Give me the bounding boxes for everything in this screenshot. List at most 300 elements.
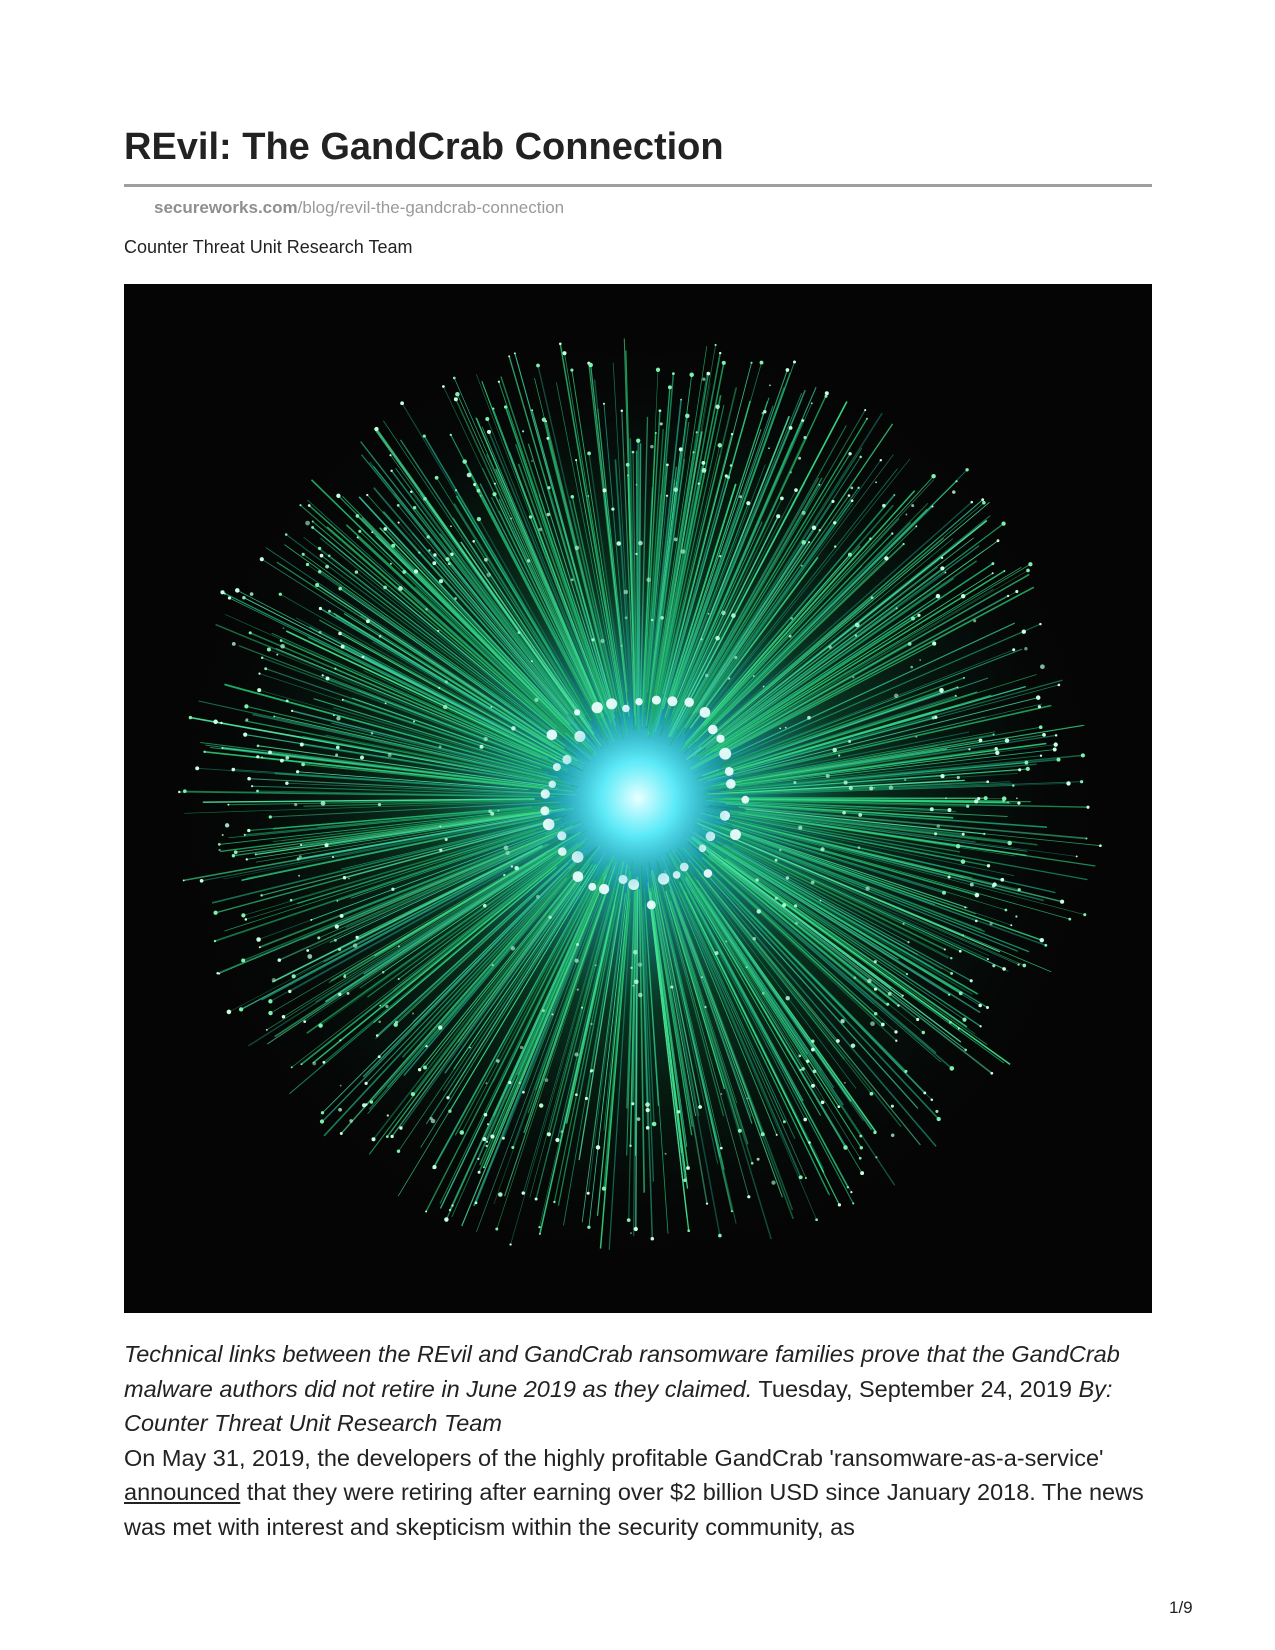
- fiber-sparkle: [272, 978, 276, 982]
- fiber-tip: [864, 409, 866, 411]
- fiber-tip: [390, 470, 392, 472]
- fiber-tip: [535, 1198, 538, 1201]
- fiber-tip: [418, 1068, 421, 1071]
- fiber-sparkle: [910, 666, 913, 669]
- fiber-tip: [336, 494, 340, 498]
- fiber-tip: [358, 530, 361, 533]
- fiber-tip: [477, 489, 481, 493]
- fiber-sparkle: [731, 613, 736, 618]
- fiber-sparkle: [536, 895, 540, 899]
- fiber-tip: [291, 1066, 293, 1068]
- fiber-tip: [1081, 753, 1085, 757]
- fiber-tip: [1002, 796, 1007, 801]
- fiber-tip: [397, 1149, 400, 1152]
- fiber-tip: [300, 844, 302, 846]
- fiber-tip: [631, 1102, 634, 1105]
- fiber-sparkle: [704, 1006, 706, 1008]
- fiber-tip: [873, 1131, 876, 1134]
- fiber-tip: [1053, 748, 1057, 752]
- fiber-tip: [522, 1091, 525, 1094]
- fiber-tip: [398, 522, 400, 524]
- fiber-sparkle: [439, 745, 442, 748]
- fiber-tip: [300, 1063, 302, 1065]
- fiber-sparkle: [811, 881, 815, 885]
- fiber-sparkle: [801, 565, 803, 567]
- fiber-sparkle: [730, 464, 733, 467]
- fiber-tip: [806, 1060, 809, 1063]
- fiber-sparkle: [891, 1105, 894, 1108]
- fiber-tip: [247, 777, 251, 781]
- fiber-sparkle: [725, 940, 727, 942]
- fiber-tip: [1039, 623, 1041, 625]
- fiber-tip: [838, 1105, 841, 1108]
- fiber-tip: [297, 857, 300, 860]
- fiber-sparkle: [595, 964, 597, 966]
- fiber-tip: [896, 607, 898, 609]
- fiber-tip: [1028, 562, 1032, 566]
- fiber-tip: [836, 1039, 840, 1043]
- fiber-tip: [312, 521, 314, 523]
- fiber-tip: [227, 804, 229, 806]
- fiber-tip: [931, 505, 933, 507]
- fiber-sparkle: [283, 627, 285, 629]
- fiber-tip: [805, 1177, 807, 1179]
- fiber-sparkle: [867, 979, 871, 983]
- fiber-tip: [965, 468, 968, 471]
- fiber-sparkle: [590, 1070, 593, 1073]
- fiber-tip: [825, 391, 829, 395]
- fiber-sparkle: [701, 976, 703, 978]
- fiber-tip: [344, 974, 346, 976]
- fiber-sparkle: [398, 945, 400, 947]
- fiber-sparkle: [338, 993, 341, 996]
- fiber-tip: [425, 1210, 427, 1212]
- summary-italic: Technical links between the REvil and GandCrab ransomware families prove that the GandCrab malware authors did not retire in June 2019 as they claimed.: [124, 1341, 1120, 1402]
- fiber-tip: [801, 540, 806, 545]
- fiber-tip: [288, 990, 291, 993]
- fiber-tip: [300, 743, 304, 747]
- fiber-tip: [987, 864, 990, 867]
- author-line: Counter Threat Unit Research Team: [124, 237, 413, 257]
- fiber-sparkle: [793, 781, 796, 784]
- fiber-tip: [983, 833, 985, 835]
- fiber-tip: [851, 499, 854, 502]
- fiber-sparkle: [702, 468, 707, 473]
- fiber-sparkle: [633, 950, 638, 955]
- fiber-sparkle: [755, 878, 758, 881]
- announced-link[interactable]: announced: [124, 1479, 241, 1505]
- fiber-sparkle: [790, 471, 792, 473]
- fiber-tip: [915, 525, 917, 527]
- fiber-tip: [241, 958, 245, 962]
- fiber-tip: [371, 1137, 375, 1141]
- fiber-tip: [413, 506, 416, 509]
- fiber-sparkle: [665, 1153, 667, 1155]
- fiber-tip: [585, 1097, 588, 1100]
- fiber-sparkle: [779, 728, 781, 730]
- fiber-tip: [1022, 630, 1026, 634]
- source-domain: secureworks.com: [154, 198, 298, 217]
- core-bead: [652, 696, 661, 705]
- fiber-tip: [282, 1015, 286, 1019]
- fiber-tip: [389, 454, 391, 456]
- fiber-sparkle: [911, 504, 914, 507]
- fiber-tip: [258, 672, 260, 674]
- fiber-tip: [992, 572, 994, 574]
- fiber-tip: [509, 1243, 511, 1245]
- fiber-tip: [218, 843, 221, 846]
- fiber-sparkle: [970, 883, 974, 887]
- fiber-tip: [738, 1129, 742, 1133]
- fiber-tip: [931, 474, 935, 478]
- fiber-tip: [259, 946, 261, 948]
- fiber-tip: [944, 948, 946, 950]
- fiber-tip: [906, 973, 908, 975]
- fiber-tip: [1012, 648, 1015, 651]
- fiber-sparkle: [484, 558, 488, 562]
- fiber-tip: [838, 1203, 841, 1206]
- fiber-sparkle: [336, 746, 340, 750]
- core-bead: [716, 735, 724, 743]
- fiber-tip: [1068, 918, 1071, 921]
- fiber-tip: [819, 484, 821, 486]
- fiber-optic-burst-image: [124, 284, 1152, 1313]
- fiber-tip: [334, 667, 336, 669]
- core-bead: [647, 900, 656, 909]
- fiber-tip: [718, 443, 723, 448]
- fiber-tip: [379, 635, 382, 638]
- fiber-tip: [514, 352, 516, 354]
- fiber-tip: [990, 1072, 993, 1075]
- fiber-tip: [311, 526, 314, 529]
- fiber-sparkle: [577, 988, 579, 990]
- fiber-tip: [843, 1145, 847, 1149]
- fiber-tip: [959, 991, 963, 995]
- fiber-sparkle: [387, 1114, 389, 1116]
- fiber-sparkle: [842, 811, 846, 815]
- fiber-sparkle: [534, 698, 538, 702]
- fiber-tip: [994, 747, 998, 751]
- fiber-sparkle: [575, 546, 580, 551]
- fiber-tip: [255, 853, 257, 855]
- fiber-tip: [789, 426, 793, 430]
- fiber-tip: [636, 439, 640, 443]
- fiber-tip: [799, 1069, 801, 1071]
- fiber-tip: [962, 833, 965, 836]
- fiber-sparkle: [786, 996, 790, 1000]
- fiber-tip: [266, 1029, 268, 1031]
- fiber-sparkle: [412, 1013, 414, 1015]
- fiber-strand: [723, 798, 979, 799]
- core-bead: [547, 730, 558, 741]
- core-bead: [730, 829, 741, 840]
- fiber-tip: [874, 988, 877, 991]
- fiber-tip: [383, 586, 387, 590]
- fiber-tip: [958, 1028, 960, 1030]
- fiber-tip: [279, 593, 282, 596]
- fiber-sparkle: [571, 578, 574, 581]
- fiber-sparkle: [445, 680, 448, 683]
- fiber-tip: [893, 494, 895, 496]
- fiber-tip: [940, 690, 943, 693]
- fiber-sparkle: [630, 1232, 632, 1234]
- fiber-sparkle: [511, 865, 513, 867]
- fiber-tip: [683, 1179, 687, 1183]
- fiber-sparkle: [753, 675, 755, 677]
- fiber-tip: [303, 1020, 306, 1023]
- source-path: /blog/revil-the-gandcrab-connection: [297, 198, 565, 217]
- fiber-tip: [799, 1175, 803, 1179]
- fiber-sparkle: [934, 832, 937, 835]
- fiber-tip: [870, 1092, 874, 1096]
- fiber-tip: [435, 476, 439, 480]
- fiber-tip: [324, 843, 328, 847]
- hero-image: [124, 284, 1152, 1313]
- fiber-tip: [808, 541, 810, 543]
- fiber-sparkle: [794, 904, 797, 907]
- fiber-sparkle: [763, 686, 765, 688]
- fiber-tip: [646, 1126, 650, 1130]
- fiber-tip: [306, 949, 309, 952]
- fiber-sparkle: [949, 1021, 952, 1024]
- fiber-sparkle: [870, 1021, 875, 1026]
- fiber-tip: [319, 607, 322, 610]
- fiber-tip: [621, 409, 624, 412]
- fiber-tip: [801, 419, 804, 422]
- fiber-tip: [727, 476, 730, 479]
- fiber-tip: [343, 876, 346, 879]
- fiber-tip: [1083, 913, 1086, 916]
- fiber-tip: [852, 1202, 854, 1204]
- fiber-sparkle: [325, 565, 329, 569]
- fiber-tip: [1005, 909, 1008, 912]
- fiber-tip: [400, 401, 404, 405]
- fiber-tip: [602, 488, 606, 492]
- fiber-tip: [895, 1040, 897, 1042]
- fiber-tip: [761, 1132, 765, 1136]
- fiber-sparkle: [762, 992, 765, 995]
- fiber-tip: [247, 829, 250, 832]
- fiber-tip: [747, 1195, 750, 1198]
- fiber-tip: [427, 535, 430, 538]
- fiber-tip: [656, 368, 660, 372]
- fiber-sparkle: [611, 508, 614, 511]
- fiber-tip: [783, 1120, 786, 1123]
- fiber-tip: [718, 1234, 722, 1238]
- fiber-tip: [356, 514, 360, 518]
- fiber-tip: [848, 553, 852, 557]
- fiber-tip: [374, 427, 378, 431]
- fiber-sparkle: [633, 985, 635, 987]
- fiber-tip: [379, 1005, 381, 1007]
- fiber-sparkle: [708, 613, 710, 615]
- fiber-tip: [750, 362, 752, 364]
- fiber-sparkle: [869, 786, 873, 790]
- fiber-sparkle: [348, 878, 350, 880]
- fiber-sparkle: [362, 1103, 366, 1107]
- fiber-tip: [932, 716, 935, 719]
- fiber-tip: [251, 785, 253, 787]
- fiber-sparkle: [378, 1020, 381, 1023]
- fiber-tip: [1058, 684, 1061, 687]
- fiber-tip: [746, 501, 750, 505]
- fiber-tip: [1080, 780, 1083, 783]
- intro-text-end: that they were retiring after earning over $2 billion USD since January 2018. The news was met with interest and skepticism within the security community, as: [124, 1479, 1144, 1540]
- fiber-sparkle: [721, 611, 725, 615]
- fiber-sparkle: [798, 457, 801, 460]
- fiber-tip: [1007, 802, 1009, 804]
- fiber-tip: [522, 1191, 525, 1194]
- fiber-tip: [290, 899, 293, 902]
- source-url[interactable]: [154, 198, 564, 218]
- fiber-sparkle: [245, 718, 248, 721]
- fiber-sparkle: [514, 866, 518, 870]
- fiber-sparkle: [638, 993, 642, 997]
- fiber-tip: [432, 561, 436, 565]
- core-bead: [700, 707, 711, 718]
- fiber-sparkle: [485, 1145, 487, 1147]
- fiber-sparkle: [957, 776, 960, 779]
- fiber-sparkle: [802, 511, 806, 515]
- fiber-sparkle: [681, 549, 686, 554]
- fiber-sparkle: [882, 504, 886, 508]
- fiber-sparkle: [1040, 664, 1045, 669]
- fiber-tip: [502, 1137, 505, 1140]
- fiber-tip: [318, 547, 321, 550]
- fiber-sparkle: [360, 756, 364, 760]
- fiber-sparkle: [721, 1093, 723, 1095]
- fiber-tip: [848, 452, 851, 455]
- fiber-tip: [979, 739, 983, 743]
- fiber-tip: [821, 1100, 825, 1104]
- fiber-tip: [881, 1023, 885, 1027]
- fiber-sparkle: [312, 1062, 316, 1066]
- fiber-tip: [326, 677, 330, 681]
- fiber-tip: [1017, 963, 1019, 965]
- fiber-sparkle: [542, 1009, 545, 1012]
- fiber-tip: [398, 978, 400, 980]
- fiber-tip: [318, 1023, 322, 1027]
- fiber-sparkle: [840, 1019, 844, 1023]
- fiber-tip: [1055, 734, 1057, 736]
- fiber-tip: [203, 751, 205, 753]
- fiber-sparkle: [488, 809, 492, 813]
- fiber-sparkle: [531, 460, 533, 462]
- fiber-tip: [627, 474, 629, 476]
- fiber-tip: [993, 734, 995, 736]
- fiber-sparkle: [937, 824, 941, 828]
- fiber-sparkle: [469, 1047, 471, 1049]
- fiber-tip: [397, 504, 400, 507]
- fiber-tip: [244, 834, 246, 836]
- fiber-tip: [301, 763, 305, 767]
- fiber-tip: [903, 543, 905, 545]
- fiber-tip: [498, 381, 500, 383]
- fiber-tip: [245, 918, 248, 921]
- fiber-sparkle: [891, 1133, 895, 1137]
- fiber-sparkle: [391, 888, 394, 891]
- fiber-tip: [1001, 521, 1005, 525]
- fiber-sparkle: [855, 623, 860, 628]
- fiber-tip: [183, 879, 185, 881]
- fiber-sparkle: [849, 786, 853, 790]
- fiber-tip: [553, 1201, 555, 1203]
- fiber-sparkle: [854, 976, 857, 979]
- fiber-tip: [370, 1100, 373, 1103]
- fiber-tip: [462, 459, 466, 463]
- fiber-tip: [916, 1018, 919, 1021]
- fiber-tip: [720, 1147, 723, 1150]
- fiber-tip: [850, 1191, 852, 1193]
- fiber-tip: [587, 1192, 590, 1195]
- fiber-sparkle: [480, 745, 484, 749]
- fiber-tip: [1024, 761, 1028, 765]
- fiber-tip: [335, 925, 339, 929]
- fiber-tip: [454, 397, 458, 401]
- fiber-tip: [891, 532, 893, 534]
- fiber-tip: [338, 632, 342, 636]
- fiber-tip: [341, 645, 345, 649]
- fiber-tip: [942, 891, 946, 895]
- fiber-sparkle: [486, 1082, 488, 1084]
- fiber-tip: [811, 1084, 815, 1088]
- fiber-tip: [423, 1066, 427, 1070]
- fiber-tip: [486, 1141, 488, 1143]
- fiber-tip: [986, 780, 989, 783]
- fiber-sparkle: [333, 714, 335, 716]
- fiber-tip: [317, 936, 320, 939]
- fiber-tip: [871, 596, 874, 599]
- fiber-tip: [987, 958, 989, 960]
- fiber-tip: [1039, 725, 1043, 729]
- fiber-sparkle: [498, 810, 500, 812]
- fiber-tip: [442, 385, 445, 388]
- fiber-tip: [848, 494, 851, 497]
- fiber-tip: [539, 1233, 541, 1235]
- fiber-sparkle: [674, 537, 678, 541]
- fiber-sparkle: [385, 702, 387, 704]
- fiber-sparkle: [813, 1069, 817, 1073]
- fiber-tip: [218, 973, 220, 975]
- fiber-tip: [492, 492, 496, 496]
- page-number: 1/9: [1169, 1598, 1193, 1617]
- fiber-tip: [811, 402, 813, 404]
- fiber-tip: [632, 451, 635, 454]
- fiber-tip: [280, 759, 284, 763]
- fiber-sparkle: [753, 937, 756, 940]
- fiber-tip: [904, 1070, 907, 1073]
- fiber-tip: [948, 994, 950, 996]
- fiber-sparkle: [307, 954, 312, 959]
- fiber-sparkle: [858, 846, 861, 849]
- fiber-tip: [508, 1081, 511, 1084]
- fiber-sparkle: [768, 447, 770, 449]
- fiber-tip: [908, 642, 912, 646]
- fiber-tip: [722, 361, 726, 365]
- fiber-tip: [221, 747, 223, 749]
- fiber-sparkle: [746, 966, 748, 968]
- fiber-tip: [1002, 967, 1006, 971]
- fiber-tip: [473, 483, 476, 486]
- fiber-tip: [477, 517, 481, 521]
- fiber-tip: [786, 368, 790, 372]
- fiber-sparkle: [973, 619, 976, 622]
- fiber-tip: [529, 515, 532, 518]
- fiber-tip: [982, 501, 986, 505]
- fiber-tip: [391, 544, 395, 548]
- fiber-sparkle: [276, 654, 278, 656]
- fiber-tip: [332, 856, 334, 858]
